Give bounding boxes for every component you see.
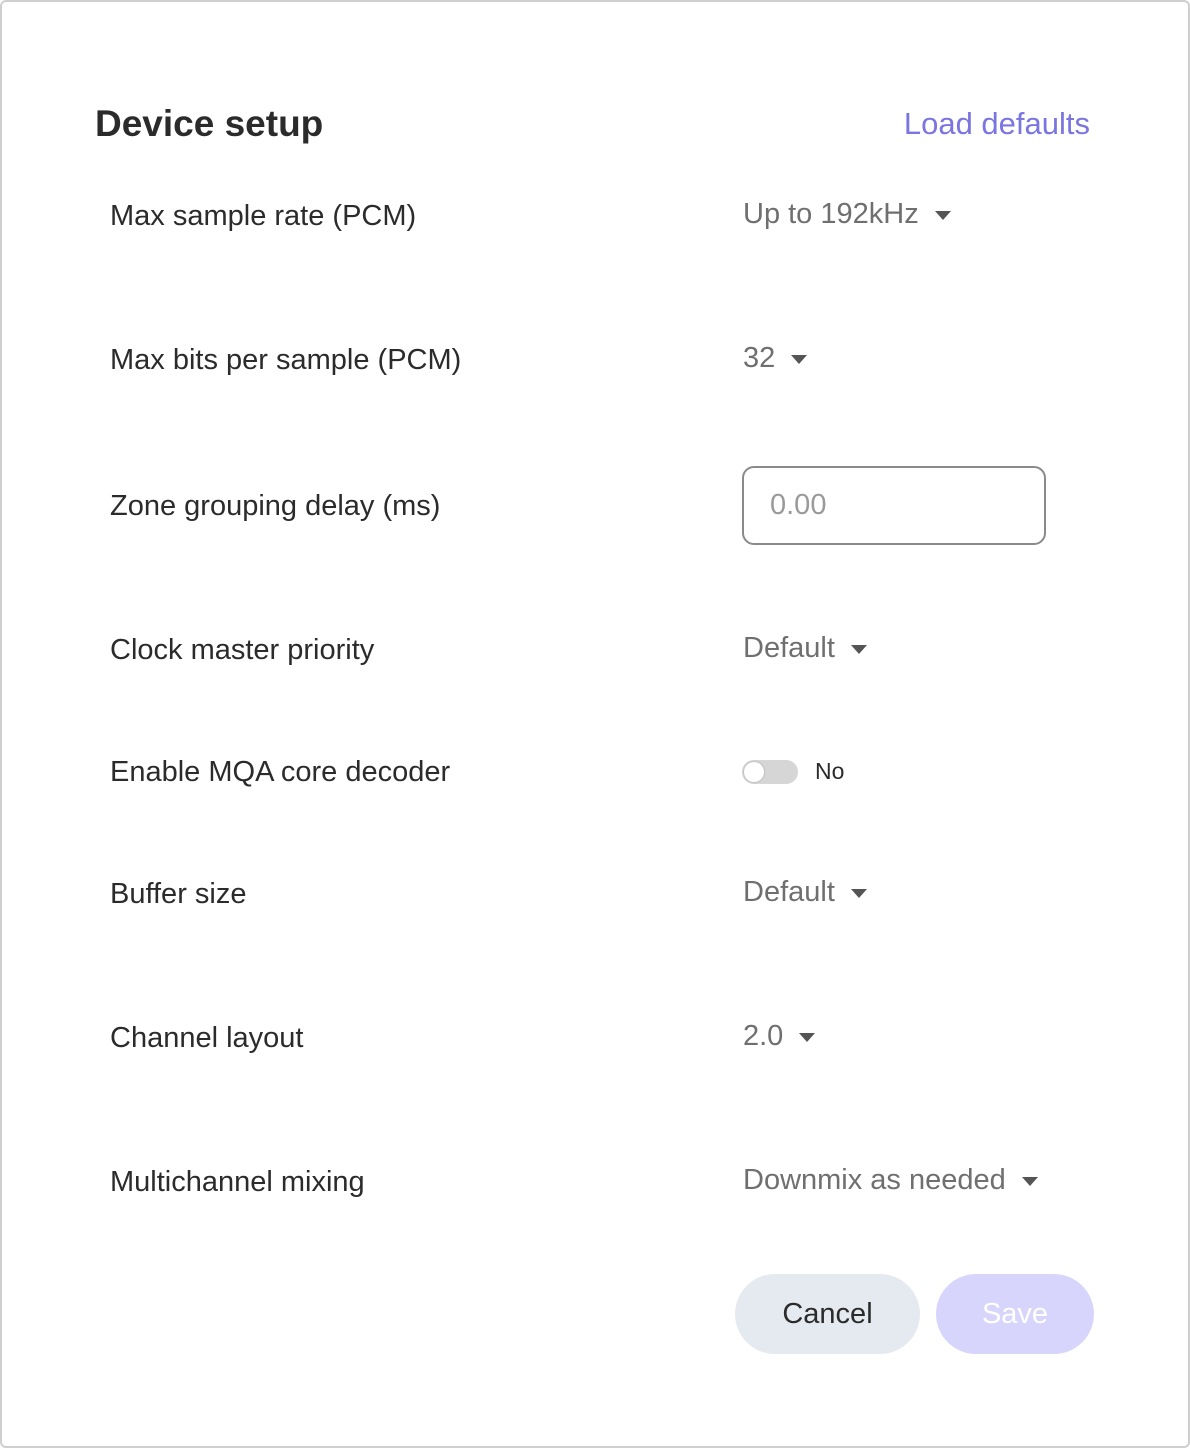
setting-row-channel-layout: [2, 1018, 1188, 1078]
caret-down-icon: [799, 1033, 815, 1042]
setting-label: Max sample rate (PCM): [110, 200, 417, 232]
channel-layout-dropdown[interactable]: [743, 1016, 815, 1056]
cancel-button[interactable]: Cancel: [735, 1274, 920, 1354]
setting-row-mqa-decoder: [2, 752, 1188, 812]
save-button[interactable]: Save: [936, 1274, 1094, 1354]
settings-scroll-area[interactable]: [2, 190, 1188, 1250]
mqa-decoder-toggle-group: [742, 758, 844, 785]
caret-down-icon: [1022, 1177, 1038, 1186]
toggle-knob: [744, 762, 764, 782]
caret-down-icon: [935, 211, 951, 220]
dropdown-value: 32: [743, 342, 776, 374]
buffer-size-dropdown[interactable]: [743, 872, 867, 912]
dropdown-value: 2.0: [743, 1020, 784, 1052]
setting-label: Channel layout: [110, 1022, 304, 1054]
dropdown-value: Default: [743, 632, 835, 664]
setting-row-zone-grouping-delay: [2, 466, 1188, 545]
mqa-decoder-toggle[interactable]: [742, 760, 798, 784]
setting-label: Multichannel mixing: [110, 1166, 365, 1198]
setting-label: Clock master priority: [110, 634, 375, 666]
caret-down-icon: [791, 355, 807, 364]
setting-label: Max bits per sample (PCM): [110, 344, 462, 376]
dropdown-value: Up to 192kHz: [743, 198, 919, 230]
clock-master-priority-dropdown[interactable]: [743, 628, 867, 668]
caret-down-icon: [851, 645, 867, 654]
setting-label: Enable MQA core decoder: [110, 756, 451, 788]
setting-row-multichannel-mixing: [2, 1162, 1188, 1222]
max-bits-dropdown[interactable]: [743, 338, 807, 378]
toggle-state-label: No: [815, 758, 845, 784]
load-defaults-link[interactable]: Load defaults: [903, 106, 1090, 141]
max-sample-rate-dropdown[interactable]: [743, 194, 951, 234]
setting-row-clock-master-priority: [2, 630, 1188, 690]
setting-row-max-bits: [2, 340, 1188, 400]
dropdown-value: Default: [743, 876, 835, 908]
zone-grouping-delay-input[interactable]: [742, 466, 1046, 545]
setting-label: Zone grouping delay (ms): [110, 490, 441, 522]
dialog-title: Device setup: [95, 103, 324, 144]
multichannel-mixing-dropdown[interactable]: [743, 1160, 1038, 1200]
setting-label: Buffer size: [110, 878, 247, 910]
setting-row-max-sample-rate: [2, 196, 1188, 256]
caret-down-icon: [851, 889, 867, 898]
setting-row-buffer-size: [2, 874, 1188, 934]
dropdown-value: Downmix as needed: [743, 1164, 1006, 1196]
